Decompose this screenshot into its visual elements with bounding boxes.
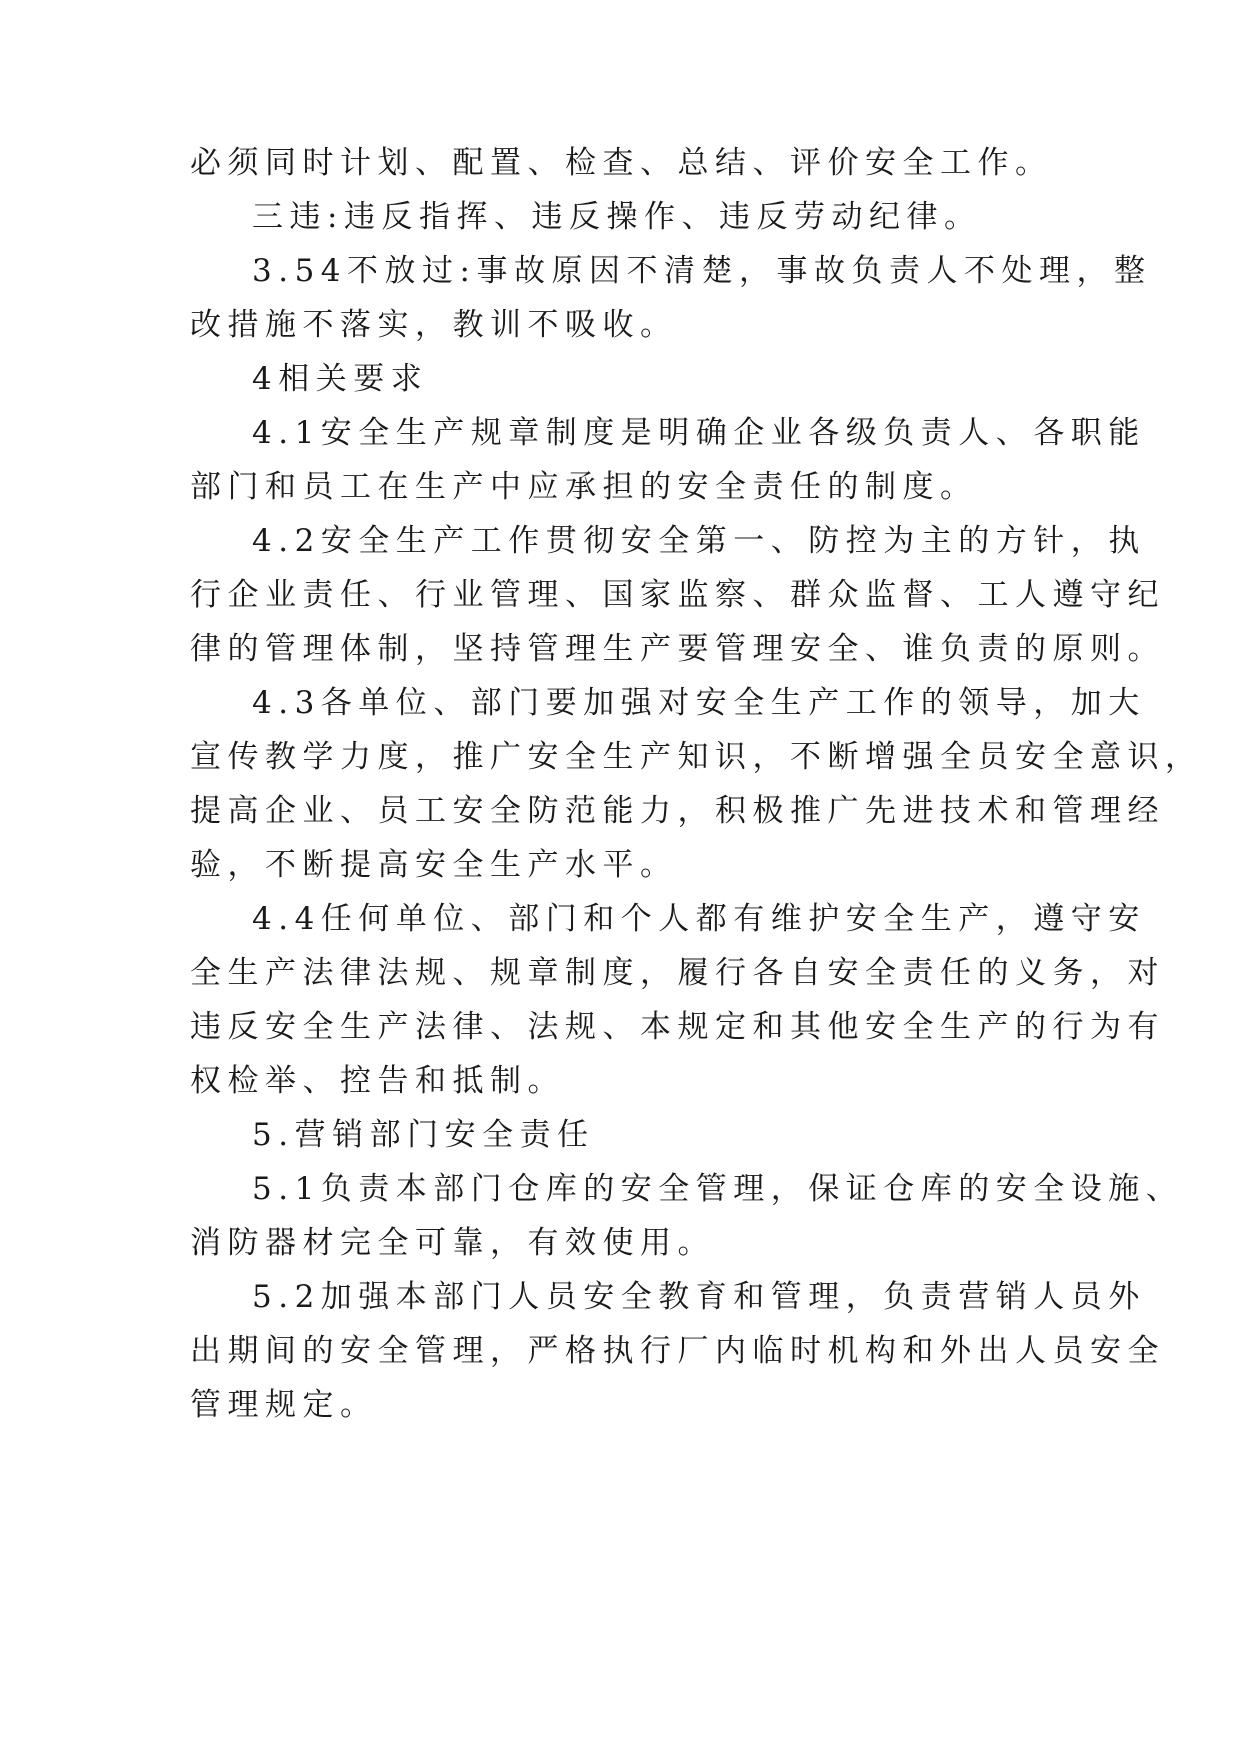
text-line: 消防器材完全可靠，有效使用。 [190, 1225, 715, 1261]
text-line: 4.4任何单位、部门和个人都有维护安全生产，遵守安 [252, 901, 1146, 937]
text-line: 全生产法律法规、规章制度，履行各自安全责任的义务，对 [190, 955, 1165, 991]
text-line: 提高企业、员工安全防范能力，积极推广先进技术和管理经 [190, 793, 1165, 829]
text-line: 5.2加强本部门人员安全教育和管理，负责营销人员外 [252, 1279, 1146, 1315]
text-line: 5.1负责本部门仓库的安全管理，保证仓库的安全设施、 [252, 1171, 1184, 1207]
text-line: 验，不断提高安全生产水平。 [190, 847, 678, 883]
text-line: 出期间的安全管理，严格执行厂内临时机构和外出人员安全 [190, 1333, 1165, 1369]
text-line: 管理规定。 [190, 1387, 378, 1423]
text-line: 行企业责任、行业管理、国家监察、群众监督、工人遵守纪 [190, 577, 1165, 613]
text-line: 三违:违反指挥、违反操作、违反劳动纪律。 [252, 199, 982, 235]
text-line: 必须同时计划、配置、检查、总结、评价安全工作。 [190, 145, 1053, 181]
text-line: 3.54不放过:事故原因不清楚，事故负责人不处理，整 [252, 253, 1152, 289]
text-line: 4.1安全生产规章制度是明确企业各级负责人、各职能 [252, 415, 1146, 451]
section-heading: 4相关要求 [252, 361, 429, 397]
text-line: 违反安全生产法律、法规、本规定和其他安全生产的行为有 [190, 1009, 1165, 1045]
text-line: 4.2安全生产工作贯彻安全第一、防控为主的方针，执 [252, 523, 1146, 559]
text-line: 权检举、控告和抵制。 [190, 1063, 565, 1099]
text-line: 律的管理体制，坚持管理生产要管理安全、谁负责的原则。 [190, 631, 1165, 667]
text-line: 部门和员工在生产中应承担的安全责任的制度。 [190, 469, 978, 505]
section-heading: 5.营销部门安全责任 [252, 1117, 595, 1153]
text-line: 宣传教学力度，推广安全生产知识，不断增强全员安全意识， [190, 739, 1203, 775]
text-line: 4.3各单位、部门要加强对安全生产工作的领导，加大 [252, 685, 1146, 721]
text-line: 改措施不落实，教训不吸收。 [190, 307, 678, 343]
